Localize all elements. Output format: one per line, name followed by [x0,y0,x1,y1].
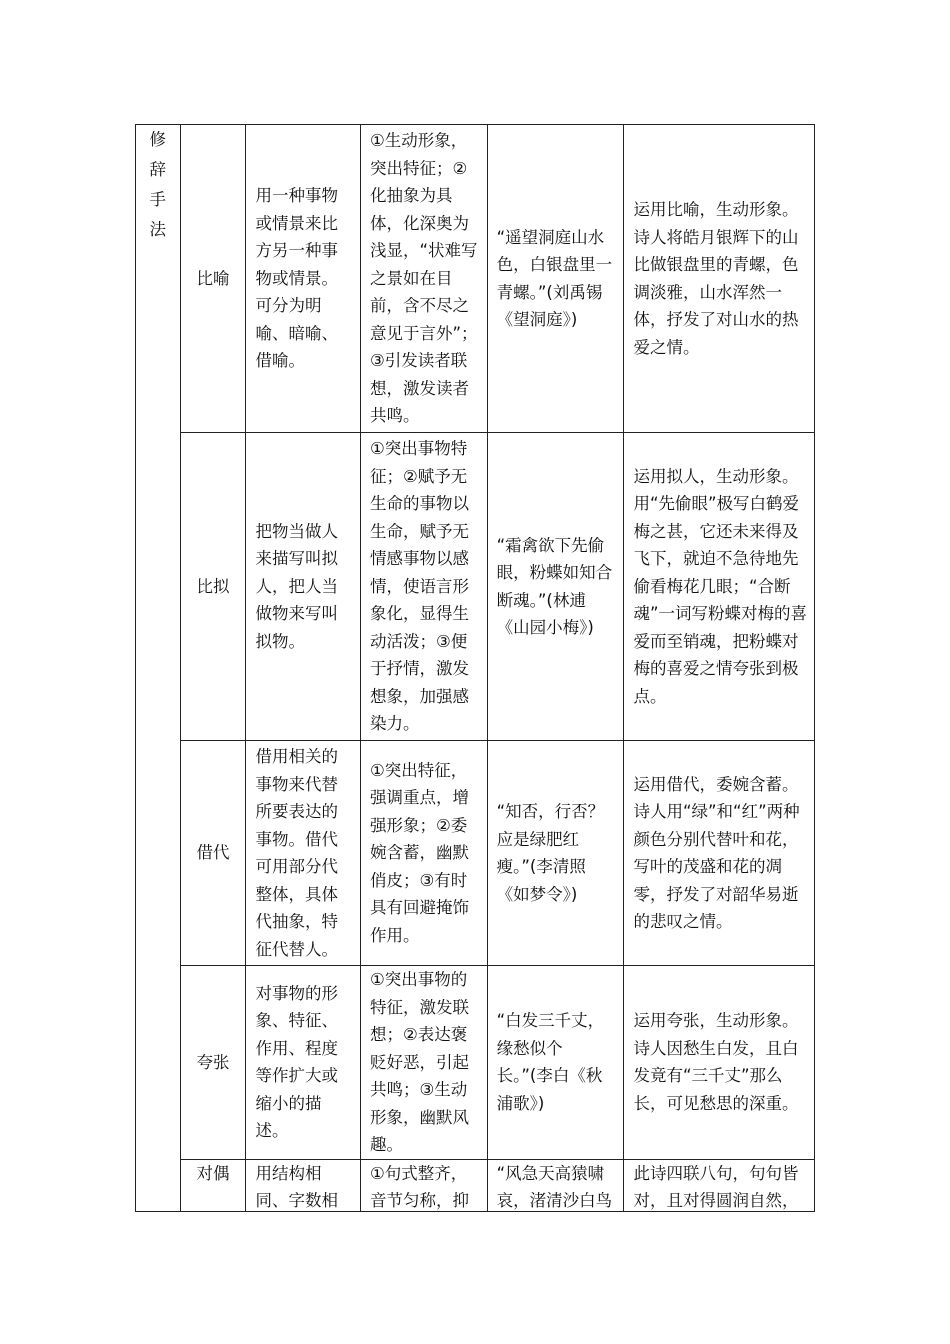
example-text: “遥望洞庭山水色，白银盘里一青螺。”(刘禹锡《望洞庭》) [496,227,613,329]
example-cell [487,741,624,966]
definition-text: 对事物的形象、特征、作用、程度等作扩大或缩小的描述。 [255,983,338,1141]
analysis-text: 运用拟人，生动形象。用“先偷眼”极写白鹤爱梅之甚，它还未来得及飞下，就迫不急待地先偷看梅花几眼；“合断魂”一词写粉蝶对梅的喜爱而至销魂，把粉蝶对梅的喜爱之情夸张到极点。 [633,466,807,706]
device-name: 对偶 [180,1159,246,1211]
effect-text: ①句式整齐，音节匀称，抑 [369,1163,469,1210]
device-name: 比喻 [180,125,246,433]
definition-text: 借用相关的事物来代替所要表达的事物。借代可用部分代整体，具体代抽象，特征代替人。 [255,747,338,959]
effect-text: ①突出事物的特征，激发联想；②表达褒贬好恶，引起共鸣；③生动形象，幽默风趣。 [369,970,469,1154]
example-text: “风急天高猿啸哀，渚清沙白鸟 [496,1163,613,1210]
effect-cell [360,125,487,433]
table-row [136,433,815,741]
device-name: 夸张 [180,966,246,1160]
definition-cell [246,741,361,966]
effect-text: ①生动形象，突出特征；②化抽象为具体，化深奥为浅显，“状难写之景如在目前，含不尽之意见于言外”；③引发读者联想，激发读者共鸣。 [369,131,478,426]
example-cell [487,966,624,1160]
analysis-text: 运用比喻，生动形象。诗人将皓月银辉下的山比做银盘里的青螺，色调淡雅，山水浑然一体，抒发了对山水的热爱之情。 [633,200,799,357]
analysis-cell [624,125,815,433]
definition-cell [246,125,361,433]
analysis-text: 此诗四联八句，句句皆对，且对得圆润自然， [633,1163,799,1210]
effect-text: ①突出特征，强调重点，增强形象；②委婉含蓄，幽默俏皮；③有时具有回避掩饰作用。 [369,760,469,945]
category-label: 修辞手法 [149,130,167,239]
category-cell [136,125,181,1212]
analysis-text: 运用借代，委婉含蓄。诗人用“绿”和“红”两种颜色分别代替叶和花，写叶的茂盛和花的凋零，抒发了对韶华易逝的悲叹之情。 [633,774,800,931]
table-row [136,741,815,966]
analysis-text: 运用夸张，生动形象。诗人因愁生白发，且白发竟有“三千丈”那么长，可见愁思的深重。 [633,1011,799,1113]
definition-cell [246,1159,361,1211]
effect-cell [360,741,487,966]
example-text: “知否，行否？应是绿肥红瘦。”(李清照《如梦令》) [496,802,605,904]
analysis-cell [624,966,815,1160]
definition-text: 用一种事物或情景来比方另一种事物或情景。可分为明喻、暗喻、借喻。 [255,186,338,371]
definition-cell [246,433,361,741]
example-cell [487,1159,624,1211]
table-row [136,1159,815,1211]
analysis-cell [624,433,815,741]
example-text: “白发三千丈，缘愁似个长。”(李白《秋浦歌》) [496,1011,605,1113]
definition-text: 用结构相同、字数相 [255,1163,338,1210]
effect-cell [360,966,487,1160]
example-text: “霜禽欲下先偷眼，粉蝶如知合断魂。”(林逋《山园小梅》) [496,535,613,637]
device-name: 借代 [180,741,246,966]
definition-text: 把物当做人来描写叫拟人，把人当做物来写叫拟物。 [255,521,338,651]
effect-text: ①突出事物特征；②赋予无生命的事物以生命，赋予无情感事物以感情，使语言形象化，显得生动活泼；③便于抒情，激发想象，加强感染力。 [369,439,469,734]
rhetoric-table [135,124,815,1212]
effect-cell [360,1159,487,1211]
example-cell [487,433,624,741]
analysis-cell [624,741,815,966]
device-name: 比拟 [180,433,246,741]
definition-cell [246,966,361,1160]
example-cell [487,125,624,433]
table-row [136,966,815,1160]
table-row [136,125,815,433]
analysis-cell [624,1159,815,1211]
effect-cell [360,433,487,741]
